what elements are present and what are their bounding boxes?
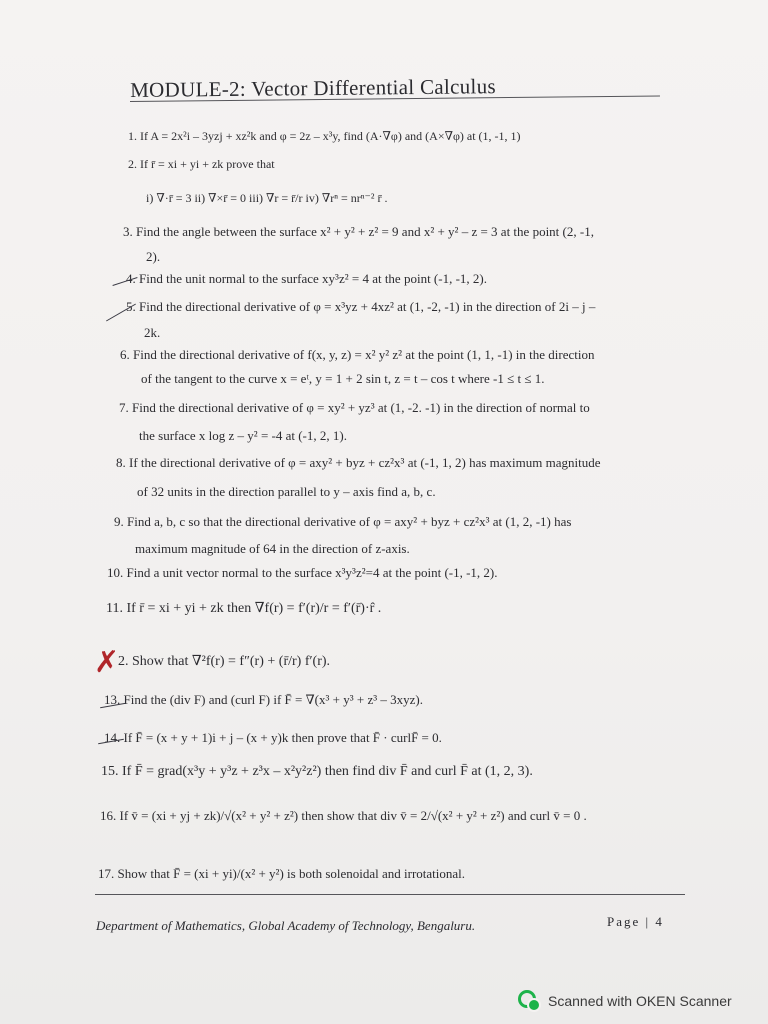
question-7-line-1: 7. Find the directional derivative of φ = xy² + yz³ at (1, -2. -1) in the direction of normal to (119, 400, 590, 415)
page-number: Page | 4 (607, 914, 664, 929)
question-6-line-1: 6. Find the directional derivative of f(x, y, z) = x² y² z² at the point (1, 1, -1) in the direction (120, 347, 595, 362)
question-9-line-1: 9. Find a, b, c so that the directional derivative of φ = axy² + byz + cz²x³ at (1, 2, -1) has (114, 514, 572, 529)
scanner-watermark-text: Scanned with OKEN Scanner (548, 993, 732, 1009)
question-11: 11. If r̄ = xi + yi + zk then ∇f(r) = f′(r)/r = f′(r̄)·r̂ . (106, 601, 382, 616)
question-6-line-2: of the tangent to the curve x = eᵗ, y = 1 + 2 sin t, z = t – cos t where -1 ≤ t ≤ 1. (141, 371, 545, 386)
question-4: 4. Find the unit normal to the surface xy³z² = 4 at the point (-1, -1, 2). (126, 271, 487, 286)
question-7-line-2: the surface x log z – y² = -4 at (-1, 2, 1). (139, 428, 347, 443)
question-1: 1. If A = 2x²i – 3yzj + xz²k and φ = 2z – x³y, find (A·∇φ) and (A×∇φ) at (1, -1, 1) (128, 129, 521, 143)
question-8-line-1: 8. If the directional derivative of φ = axy² + byz + cz²x³ at (-1, 1, 2) has maximum magnitude (116, 455, 601, 470)
cross-mark-q12: ✗ (94, 645, 120, 680)
question-10: 10. Find a unit vector normal to the surface x³y³z²=4 at the point (-1, -1, 2). (107, 565, 498, 580)
footer-department: Department of Mathematics, Global Academy of Technology, Bengaluru. (96, 918, 476, 933)
footer-rule (95, 894, 685, 895)
question-5-line-1: 5. Find the directional derivative of φ = x³yz + 4xz² at (1, -2, -1) in the direction of 2i – j – (126, 299, 596, 314)
page-title: MODULE-2: Vector Differential Calculus (130, 74, 497, 102)
question-2-parts: i) ∇·r̄ = 3 ii) ∇×r̄ = 0 iii) ∇r = r̄/r iv) ∇rⁿ = nrⁿ⁻² r̄ . (146, 191, 388, 205)
question-2: 2. If r̄ = xi + yi + zk prove that (128, 157, 275, 171)
question-16: 16. If v̄ = (xi + yj + zk)/√(x² + y² + z²) then show that div v̄ = 2/√(x² + y² + z²) and curl v̄ = 0 . (100, 808, 587, 823)
question-12: 2. Show that ∇²f(r) = f″(r) + (r̄/r) f′(r). (118, 654, 331, 669)
question-3-line-2: 2). (146, 249, 161, 264)
question-5-line-2: 2k. (144, 325, 161, 340)
question-15: 15. If F̄ = grad(x³y + y³z + z³x – x²y²z²) then find div F̄ and curl F̄ at (1, 2, 3). (101, 764, 533, 779)
question-14: 14. If F̄ = (x + y + 1)i + j – (x + y)k then prove that F̄ · curlF̄ = 0. (104, 730, 442, 745)
question-3-line-1: 3. Find the angle between the surface x² + y² + z² = 9 and x² + y² – z = 3 at the point (2, -1, (123, 224, 594, 239)
scanner-watermark (518, 990, 732, 1012)
oken-logo-icon (518, 990, 540, 1012)
question-13: 13. Find the (div F) and (curl F) if F̄ = ∇(x³ + y³ + z³ – 3xyz). (104, 692, 423, 707)
question-9-line-2: maximum magnitude of 64 in the direction of z-axis. (135, 541, 410, 556)
question-8-line-2: of 32 units in the direction parallel to y – axis find a, b, c. (137, 484, 436, 499)
question-17: 17. Show that F̄ = (xi + yi)/(x² + y²) is both solenoidal and irrotational. (98, 866, 466, 881)
